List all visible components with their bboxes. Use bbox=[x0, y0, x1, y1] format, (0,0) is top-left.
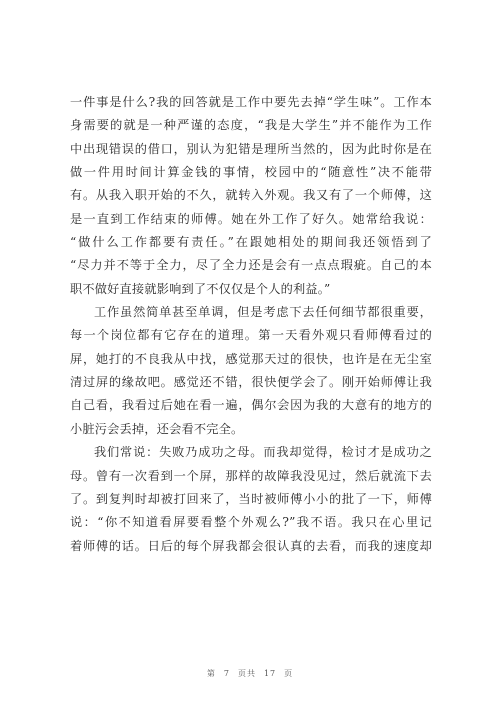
text-line: 着师傅的话。日后的每个屏我都会很认真的去看，而我的速度却 bbox=[70, 538, 432, 553]
text-line: 说：“你不知道看屏要看整个外观么?”我不语。我只在心里记 bbox=[70, 515, 432, 530]
text-line: 清过屏的缘故吧。感觉还不错，很快便学会了。刚开始师傅让我 bbox=[70, 375, 432, 390]
text-line: 是一直到工作结束的师傅。她在外工作了好久。她常给我说： bbox=[70, 211, 432, 226]
text-line: 屏，她打的不良我从中找，感觉那天过的很快，也许是在无尘室 bbox=[70, 351, 432, 366]
text-line: 中出现错误的借口，别认为犯错是理所当然的，因为此时你是在 bbox=[70, 141, 432, 156]
paragraph-2 bbox=[70, 301, 432, 441]
page-label-mid: 页共 bbox=[237, 669, 256, 678]
paragraph-1 bbox=[70, 91, 432, 301]
text-line: 身需要的就是一种严谨的态度，“我是大学生”并不能作为工作 bbox=[70, 118, 432, 133]
document-body bbox=[70, 91, 432, 558]
text-line: 职不做好直接就影响到了不仅仅是个人的利益。” bbox=[70, 281, 331, 296]
text-line: “尽力并不等于全力，尽了全力还是会有一点点瑕疵。自己的本 bbox=[70, 258, 432, 273]
text-line-indented: 工作虽然简单甚至单调，但是考虑下去任何细节都很重要， bbox=[94, 305, 432, 320]
page-footer bbox=[0, 668, 500, 679]
text-line: 每一个岗位都有它存在的道理。第一天看外观只看师傅看过的 bbox=[70, 328, 432, 343]
text-line-indented: 我们常说：失败乃成功之母。而我却觉得，检讨才是成功之 bbox=[94, 445, 432, 460]
text-line: 做一件用时间计算金钱的事情，校园中的“随意性”决不能带 bbox=[70, 165, 432, 180]
paragraph-3 bbox=[70, 441, 432, 558]
text-line: 有。从我入职开始的不久，就转入外观。我又有了一个师傅，这 bbox=[70, 188, 432, 203]
text-line: 自己看，我看过后她在看一遍，偶尔会因为我的大意有的地方的 bbox=[70, 398, 432, 413]
page-label-prefix: 第 bbox=[206, 669, 216, 678]
text-line: 了。到复判时却被打回来了，当时被师傅小小的批了一下，师傅 bbox=[70, 491, 432, 506]
current-page-number: 7 bbox=[223, 669, 230, 678]
page-label-suffix: 页 bbox=[284, 669, 294, 678]
text-line: 一件事是什么?我的回答就是工作中要先去掉“学生味”。工作本 bbox=[70, 95, 432, 109]
text-line: “做什么工作都要有责任。”在跟她相处的期间我还领悟到了 bbox=[70, 235, 432, 250]
text-line: 小脏污会丢掉，还会看不完全。 bbox=[70, 421, 244, 436]
text-line: 母。曾有一次看到一个屏，那样的故障我没见过，然后就流下去 bbox=[70, 468, 432, 483]
total-page-count: 17 bbox=[263, 669, 277, 678]
